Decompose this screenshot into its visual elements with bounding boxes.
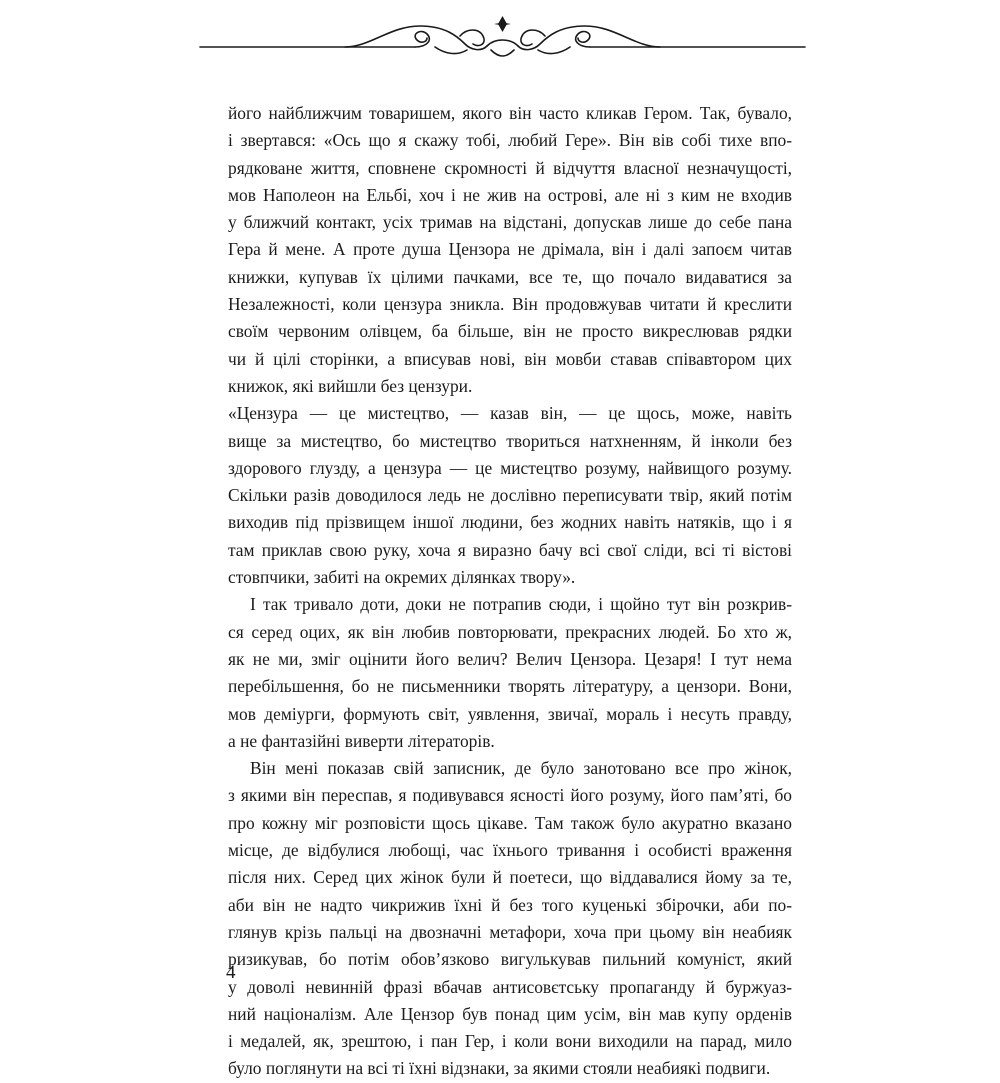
- text-line: мов деміурги, формують світ, уявлення, звичаї, мораль і несуть правду,: [228, 703, 792, 724]
- text-line: а не фантазійні виверти літераторів.: [228, 730, 495, 751]
- text-line: мов Наполеон на Ельбі, хоч і не жив на острові, але ні з ким не входив: [228, 184, 792, 205]
- text-line: і медалей, як, зрештою, і пан Гер, і коли вони виходили на парад, мило: [228, 1031, 792, 1052]
- flourish-divider-icon: [195, 14, 810, 64]
- text-line: виходив під прізвищем іншої людини, без жодних навіть натяків, що і я: [228, 512, 792, 533]
- text-line: у ближчий контакт, усіх тримав на відстані, допускав лише до себе пана: [228, 212, 792, 233]
- paragraph: [228, 755, 792, 1083]
- text-line: було поглянути на всі ті їхні відзнаки, за якими стояли неабиякі подвиги.: [228, 1058, 771, 1079]
- text-line: Гера й мене. А проте душа Цензора не дрімала, він і далі запоєм читав: [228, 239, 792, 260]
- text-line: ся серед оцих, як він любив повторювати, прекрасних людей. Бо хто ж,: [228, 621, 792, 642]
- text-line: книжок, які вийшли без цензури.: [228, 375, 473, 396]
- text-line: і звертався: «Ось що я скажу тобі, любий Гере». Він вів собі тихе впо-: [228, 130, 792, 151]
- text-line: ризикував, бо потім обов’язково вигулькував пильний комуніст, який: [228, 949, 792, 970]
- text-line: місце, де відбулися любощі, час їхнього тривання і особисті враження: [228, 840, 792, 861]
- body-text: [228, 100, 792, 1083]
- text-line: як не ми, зміг оцінити його велич? Велич Цензора. Цезаря! І тут нема: [228, 648, 792, 669]
- text-line: Він мені показав свій записник, де було занотовано все про жінок,: [250, 758, 792, 779]
- paragraph: [228, 400, 792, 591]
- text-line: книжки, купував їх цілими пачками, все те, що почало видаватися за: [228, 266, 792, 287]
- text-line: своїм червоним олівцем, ба більше, він не просто викреслював рядки: [228, 321, 792, 342]
- text-line: чи й цілі сторінки, а вписував нові, він мовби ставав співавтором цих: [228, 348, 792, 369]
- text-line: там приклав свою руку, хоча я виразно бачу всі свої сліди, всі ті вістові: [228, 539, 792, 560]
- text-line: з якими він переспав, я подивувався ясності його розуму, його пам’яті, бо: [228, 785, 792, 806]
- text-line: його найближчим товаришем, якого він часто кликав Гером. Так, бувало,: [228, 103, 792, 123]
- text-line: вище за мистецтво, бо мистецтво твориться натхненням, й інколи без: [228, 430, 792, 451]
- text-line: ний націоналізм. Але Цензор був понад цим усім, він мав купу орденів: [228, 1003, 792, 1024]
- text-line: І так тривало доти, доки не потрапив сюди, і щойно тут він розкрив-: [250, 594, 792, 615]
- text-line: стовпчики, забиті на окремих ділянках твору».: [228, 567, 576, 588]
- text-line: після них. Серед цих жінок були й поетеси, що віддавалися йому за те,: [228, 867, 792, 888]
- paragraph: [228, 591, 792, 755]
- text-line: у доволі невинній фразі вбачав антисовєтську пропаганду й буржуаз-: [228, 976, 792, 997]
- text-line: Незалежності, коли цензура зникла. Він продовжував читати й креслити: [228, 294, 792, 315]
- page-number: 4: [226, 962, 236, 983]
- text-line: про кожну міг розповісти щось цікаве. Там також було акуратно вказано: [228, 812, 792, 833]
- text-line: Скільки разів доводилося ледь не дослівно переписувати твір, який потім: [228, 485, 792, 506]
- text-line: рядковане життя, сповнене скромності й відчуття власної незначущості,: [228, 157, 792, 178]
- text-line: «Цензура — це мистецтво, — казав він, — це щось, може, навіть: [228, 403, 792, 424]
- text-line: здорового глузду, а цензура — це мистецтво розуму, найвищого розуму.: [228, 457, 792, 478]
- paragraph: [228, 100, 792, 400]
- text-line: аби він не надто чикрижив їхні й без того куценькі збірочки, аби по-: [228, 894, 792, 915]
- text-line: глянув крізь пальці на двозначні метафори, хоча при цьому він неабияк: [228, 921, 792, 942]
- text-line: перебільшення, бо не письменники творять літературу, а цензори. Вони,: [228, 676, 792, 697]
